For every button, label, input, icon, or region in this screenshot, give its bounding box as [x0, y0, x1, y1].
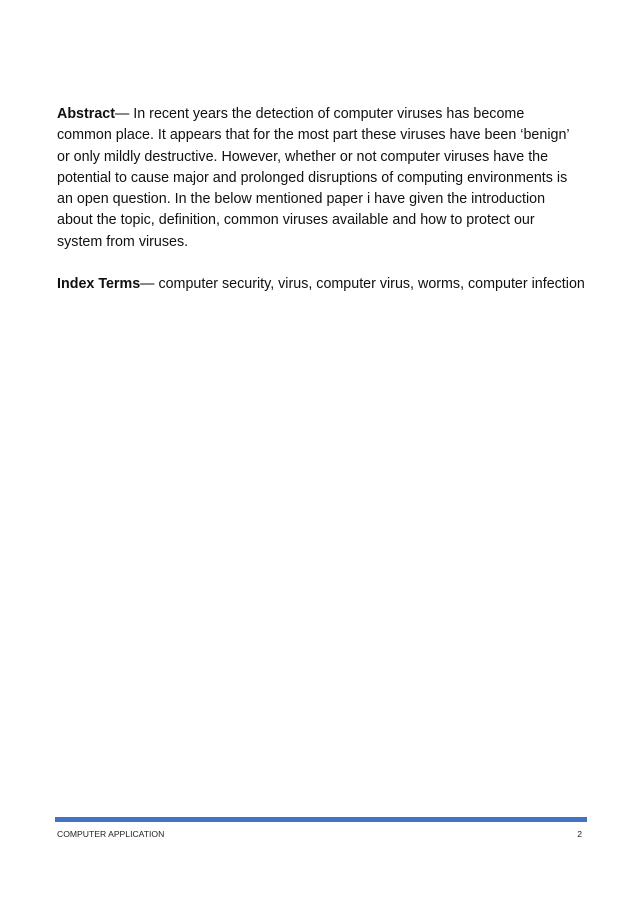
footer-rule	[55, 817, 587, 822]
abstract-text: In recent years the detection of computer viruses has become common place. It appears that for the most part these viruses have been ‘benign’ or only mildly destructive. However, whether or not computer viruses have the potential to cause major and prolonged disruptions of computing environments is an open question. In the below mentioned paper i have given the introduction about the topic, definition, common viruses available and how to protect our system from viruses.	[57, 106, 570, 250]
page-content	[57, 104, 585, 295]
page-number: 2	[577, 829, 582, 839]
index-terms-label: Index Terms	[57, 276, 141, 293]
abstract-separator: —	[115, 106, 134, 122]
index-terms-text: computer security, virus, computer virus, worms, computer infection	[158, 276, 585, 293]
index-terms-paragraph	[57, 274, 585, 295]
abstract-paragraph	[57, 104, 582, 253]
index-terms-separator: —	[140, 276, 159, 293]
footer-title: COMPUTER APPLICATION	[57, 829, 165, 839]
abstract-label: Abstract	[57, 106, 115, 122]
